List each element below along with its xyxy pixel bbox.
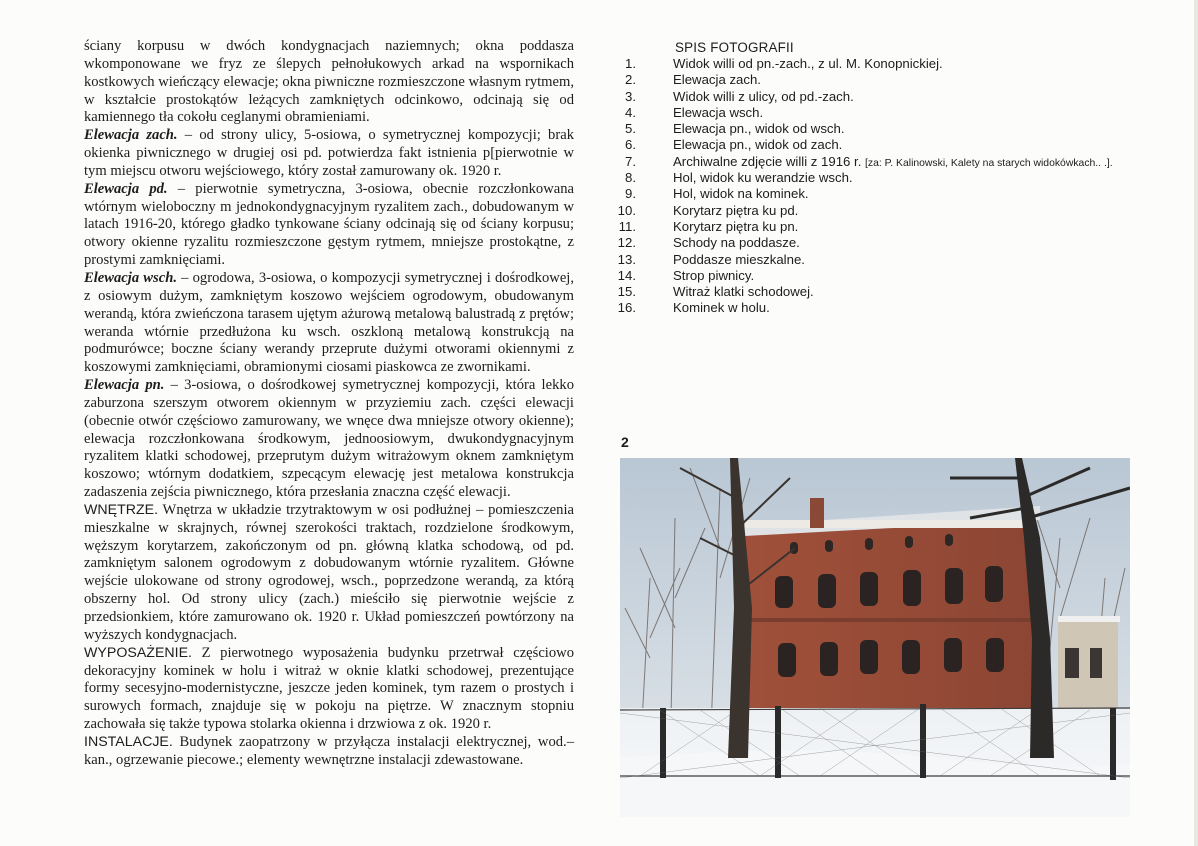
heading-west-elevation: Elewacja zach. (84, 127, 178, 144)
photo-list-item-number: 1. (625, 56, 636, 71)
photo-list-item-number: 5. (625, 121, 636, 137)
photo-list-item (606, 105, 1166, 121)
photo-list-item-caption: Archiwalne zdjęcie willi z 1916 r. (673, 153, 862, 169)
photo-list-item-text (673, 170, 853, 186)
photo-list-item-caption: Strop piwnicy. (673, 267, 755, 283)
paragraph-west-elevation: Elewacja zach. – od strony ulicy, 5-osiowa, o symetrycznej kompozycji; brak okienka piwnicznego w drugiej osi pd. potwierdza fakt istnienia p[pierwotnie w tym miejscu otworu wejściowego, który został zamurowany ok. 1920 r. (84, 127, 574, 179)
photo-list-item-caption: Witraż klatki schodowej. (673, 284, 814, 300)
photo-list-item-number: 4. (625, 104, 636, 120)
photo-list-item-number: 7. (625, 153, 636, 169)
photo-list-item (606, 72, 1166, 88)
photo-list-item-text (673, 89, 854, 105)
photo-list-item-number: 16. (617, 300, 636, 316)
heading-installations: INSTALACJE. (84, 733, 173, 750)
heading-furnishing: WYPOSAŻENIE. (84, 644, 192, 661)
photo-list-item (606, 252, 1166, 268)
heading-east-elevation: Elewacja wsch. (84, 269, 177, 286)
photo-list-item-caption: Elewacja pn., widok od wsch. (673, 121, 845, 137)
photo-list-item-caption: Widok willi z ulicy, od pd.-zach. (673, 88, 854, 104)
photo-list-item-caption: Elewacja zach. (673, 72, 761, 88)
photo-list-item-text (673, 219, 798, 235)
heading-interior: WNĘTRZE. (84, 501, 159, 518)
villa-photograph (620, 458, 1130, 817)
photo-list-item-caption: Korytarz piętra ku pn. (673, 218, 799, 234)
photo-list-item-text (673, 268, 754, 284)
photo-list-item-number: 2. (625, 72, 636, 88)
paragraph-south-elevation: Elewacja pd. – pierwotnie symetryczna, 3-osiowa, obecnie rozczłonkowana wtórnym wieloboczny m jednokondygnacyjnym ryzalitem zach., dobudowanym w latach 1916-20, którego gładko tynkowane ściany odcinają się od ściany korpusu; otwory okienne ryzalitu rozmieszczone gęstym rytmem, mniejsze prostokątne, z prostymi zamknięciami. (84, 180, 574, 269)
photo-list-item-text (673, 235, 800, 251)
photo-list-item-caption: Korytarz piętra ku pd. (673, 202, 799, 218)
photo-list-item-text (673, 121, 845, 137)
photo-list-item (606, 89, 1166, 105)
photo-list-item-number: 12. (617, 235, 636, 251)
photo-list-item-number: 15. (617, 284, 636, 300)
photo-list-item-caption: Hol, widok ku werandzie wsch. (673, 170, 853, 186)
photo-list-item-number: 11. (618, 218, 636, 234)
photo-list-item-source: [za: P. Kalinowski, Kalety na starych widokówkach.. .]. (865, 157, 1113, 169)
photo-list-item-text (673, 186, 809, 202)
photo-list-item (606, 121, 1166, 137)
photo-list-item-number: 8. (625, 170, 636, 186)
photo-list-item-number: 9. (625, 186, 636, 202)
photo-list-item-caption: Schody na poddasze. (673, 235, 800, 251)
photo-list-item-caption: Hol, widok na kominek. (673, 186, 809, 202)
photo-list-item-text (673, 284, 814, 300)
page-edge-shadow (1194, 0, 1198, 846)
photo-list-item (606, 300, 1166, 316)
photo-list-item-text (673, 72, 761, 88)
photo-list-item (606, 170, 1166, 186)
paragraph-installations: INSTALACJE. Budynek zaopatrzony w przyłącza instalacji elektrycznej, wod.–kan., ogrzewanie piecowe.; elementy wewnętrzne instalacji zdewastowane. (84, 733, 574, 768)
figure-number: 2 (621, 434, 629, 450)
photo-list-item-text (673, 203, 798, 219)
photo-list-item-number: 3. (625, 88, 636, 104)
photo-list-item-number: 6. (625, 137, 636, 153)
photo-list-item (606, 235, 1166, 251)
photo-list-item-text (673, 105, 763, 121)
photo-list-title: SPIS FOTOGRAFII (675, 40, 794, 55)
photo-list-item-number: 10. (617, 202, 636, 218)
photo-list-item (606, 203, 1166, 219)
photo-list-item (606, 268, 1166, 284)
heading-south-elevation: Elewacja pd. (84, 180, 168, 197)
photo-list-item-caption: Widok willi od pn.-zach., z ul. M. Konopnickiej. (673, 56, 943, 71)
photo-list-item-caption: Poddasze mieszkalne. (673, 251, 805, 267)
photo-list-item-caption: Elewacja pn., widok od zach. (673, 137, 843, 153)
heading-north-elevation: Elewacja pn. (84, 377, 165, 394)
paragraph-east-elevation: Elewacja wsch. – ogrodowa, 3-osiowa, o kompozycji symetrycznej i dośrodkowej, z osiowym dużym, zamkniętym koszowo wejściem ogrodowym, obudowanym werandą, która zwieńczona tarasem ujętym ażurową metalową balustradą z prętów; weranda wtórnie przedłużona ku wsch. oszkloną metalową konstrukcją na podmurówce; boczne ściany werandy przeprute dużymi otworami okiennymi z koszowymi zamknięciami, obramionymi ciosami piaskowca ze zwornikami. (84, 269, 574, 376)
photo-list-item (606, 284, 1166, 300)
photo-list-item-text (673, 137, 842, 153)
paragraph-north-elevation: Elewacja pn. – 3-osiowa, o dośrodkowej symetrycznej kompozycji, która lekko zaburzona szerszym otworem okiennym w przyziemiu zach. części elewacji (obecnie otwór częściowo zamurowany, we wnęce dwa mniejsze otwory okienne); elewacja rozczłonkowana środkowym, jednoosiowym, dwukondygnacyjnym ryzalitem klatki schodowej, przeprutym dużym witrażowym oknem zamkniętym koszowo; wtórnym dodatkiem, szpecącym elewację jest metalowa konstrukcja zadaszenia zejścia piwnicznego, która przesłania znaczna część elewacji. (84, 377, 574, 501)
photo-list-item-text (673, 252, 805, 268)
photo-list-item-text (673, 56, 943, 72)
photo-list-item (606, 137, 1166, 153)
photo-list-item (606, 154, 1166, 170)
photo-list-item-text (673, 300, 770, 316)
photo-list-item (606, 56, 1166, 72)
photo-list-item-caption: Elewacja wsch. (673, 104, 764, 120)
photo-list-item (606, 219, 1166, 235)
photo-list-item (606, 186, 1166, 202)
paragraph-structure: ściany korpusu w dwóch kondygnacjach naziemnych; okna poddasza wkomponowane we fryz ze ślepych pełnołukowych arkad na wspornikach kostkowych wieńczący elewacje; okna piwniczne rozmieszczone własnym rytmem, w kształcie prostokątów leżących zamkniętych odcinkowo, odcinają się od kamiennego tła cokołu ceglanymi obramieniami. (84, 38, 574, 126)
photo-list (606, 56, 1166, 317)
description-text-column (84, 38, 574, 770)
photo-list-item-caption: Kominek w holu. (673, 300, 770, 316)
photo-list-item-number: 14. (617, 267, 636, 283)
paragraph-furnishing: WYPOSAŻENIE. Z pierwotnego wyposażenia budynku przetrwał częściowo dekoracyjny kominek w holu i witraż w oknie klatki schodowej, prezentujące formy secesyjno-modernistyczne, jeszcze jeden kominek, tym razem o prostych i surowych formach, znajduje się w pokoju na piętrze. W znacznym stopniu zachowała się także typowa stolarka okienna i drzwiowa z ok. 1920 r. (84, 644, 574, 733)
paragraph-interior: WNĘTRZE. Wnętrza w układzie trzytraktowym w osi podłużnej – pomieszczenia mieszkalne w skrajnych, równej szerokości traktach, rozdzielone środkowym, węższym korytarzem, zakończonym od pn. główną klatka schodową, od pd. zamkniętym salonem ogrodowym z dobudowanym wtórnie ryzalitem. Główne wejście ulokowane od strony ogrodowej, wsch., poprzedzone werandą, za którą obszerny hol. Od strony ulicy (zach.) mieściło się pierwotnie wejście z przedsionkiem, które zamurowano ok. 1920 r. Układ pomieszczeń powtórzony na wyższych kondygnacjach. (84, 501, 574, 643)
photo-list-item-number: 13. (617, 251, 636, 267)
